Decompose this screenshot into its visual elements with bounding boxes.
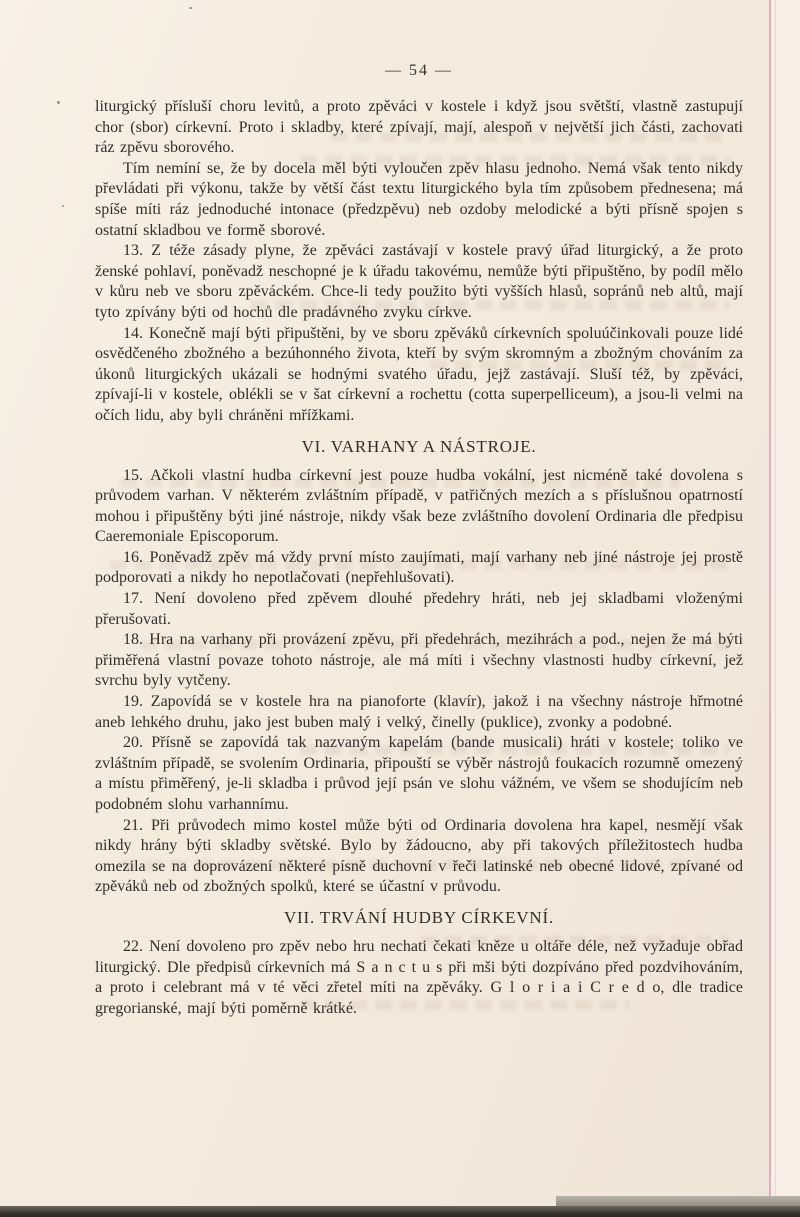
page-edge-line <box>769 0 771 1217</box>
text-column <box>95 62 743 1019</box>
section-heading-vii: VII. TRVÁNÍ HUDBY CÍRKEVNÍ. <box>283 907 555 927</box>
paragraph-14: 14. Konečně mají býti připuštěni, by ve sboru zpěváků církevních spoluúčinkovali pouze lidé osvědčeného zbožného a bezúhonného života, kteří by svým skromným a zbožným chováním za úkonů liturgických ukázali se hodnými svatého úřadu, jejž zastávají. Sluší též, by zpěváci, zpívají-li v kostele, oblékli se v šat církevní a rochettu (cotta superpelliceum), a jsou-li velmi na očích lidu, aby byli chráněni mřížkami. <box>95 324 743 424</box>
ink-speck <box>189 7 192 9</box>
ink-speck <box>57 101 60 104</box>
page-edge-line-faint <box>775 0 776 1217</box>
paragraph-13: 13. Z téže zásady plyne, že zpěváci zastávají v kostele pravý úřad liturgický, a že proto ženské pohlaví, poněvadž neschopné je k úřadu takovému, nemůže býti připuštěno, by podíl mělo v kůru neb ve sboru zpěváckém. Chce-li tedy použito býti vyšších hlasů, sopránů neb altů, mají tyto zpívány býti od hochů dle pradávného zvyku církve. <box>95 242 743 321</box>
paragraph-18: 18. Hra na varhany při provázení zpěvu, při předehrách, mezihrách a pod., nejen že má býti přiměřená vlastní povaze tohoto nástroje, ale má míti i všechny vlastnosti hudby církevní, jež svrchu byly vytčeny. <box>95 631 743 690</box>
paragraph-22: 22. Není dovoleno pro zpěv nebo hru nechati čekati kněze u oltáře déle, než vyžaduje obřad liturgický. Dle předpisů církevních má S a n c t u s při mši býti dozpíváno před pozdvihováním, a proto i celebrant má v té věci zřetel míti na zpěváky. G l o r i a i C r e d o, dle tradice gregorianské, mají býti poměrně krátké. <box>95 937 743 1017</box>
paragraph-21: 21. Při průvodech mimo kostel může býti od Ordinaria dovolena hra kapel, nesmějí však nikdy hrány býti skladby světské. Bylo by žádoucno, aby při takových příležitostech hudba omezila se na doprovázení některé písně duchovní v řeči latinské neb obecné lidové, zpívané od zpěváků neb od zbožných spolků, které se účastní v průvodu. <box>95 816 743 896</box>
ink-speck <box>62 205 64 207</box>
paragraph: liturgický přísluší choru levitů, a proto zpěváci v kostele i když jsou světští, vlastně zastupují chor (sbor) církevní. Proto i skladby, které zpívají, mají, alespoň v největší jich části, zachovati ráz zpěvu sborového. <box>95 98 743 157</box>
section-heading-vi: VI. VARHANY A NÁSTROJE. <box>301 436 537 456</box>
paragraph-16: 16. Poněvadž zpěv má vždy první místo zaujímati, mají varhany neb jiné nástroje jej prostě podporovati a nikdy ho nepotlačovati (nepřehlušovati). <box>95 548 743 587</box>
paragraph-17: 17. Není dovoleno před zpěvem dlouhé předehry hráti, neb jej skladbami vloženými přerušovati. <box>95 590 743 628</box>
paragraph-19: 19. Zapovídá se v kostele hra na pianoforte (klavír), jakož i na všechny nástroje hřmotné aneb lehkého druhu, jako jest buben malý i velký, činelly (puklice), zvonky a podobné. <box>95 693 743 731</box>
paragraph: Tím nemíní se, že by docela měl býti vyloučen zpěv hlasu jednoho. Nemá však tento nikdy převládati při výkonu, takže by větší část textu liturgického byla tím způsobem přednesena; má spíše míti ráz jednoduché intonace (předzpěvu) neb ozdoby melodické a býti přísně spojen s ostatní skladbou ve formě sborové. <box>95 159 743 239</box>
paragraph-15: 15. Ačkoli vlastní hudba církevní jest pouze hudba vokální, jest nicméně také dovolena s průvodem varhan. V některém zvláštním případě, v patřičných mezích a s příslušnou opatrností mohou i připuštěny býti jiné nástroje, nikdy však beze zvláštního dovolení Ordinaria dle předpisu Caeremoniale Episcoporum. <box>95 466 743 546</box>
paragraph-20: 20. Přísně se zapovídá tak nazvaným kapelám (bande musicali) hráti v kostele; toliko ve zvláštním případě, se svolením Ordinaria, připouští se výběr nástrojů foukacích rozumně omezený a místu přiměřený, je-li skladba i průvod její psán ve slohu vážném, ve všem se shodujícím neb podobném slohu varhannímu. <box>95 734 743 813</box>
page-bottom-shadow <box>0 1206 800 1217</box>
page-number: — 54 — <box>385 62 453 79</box>
